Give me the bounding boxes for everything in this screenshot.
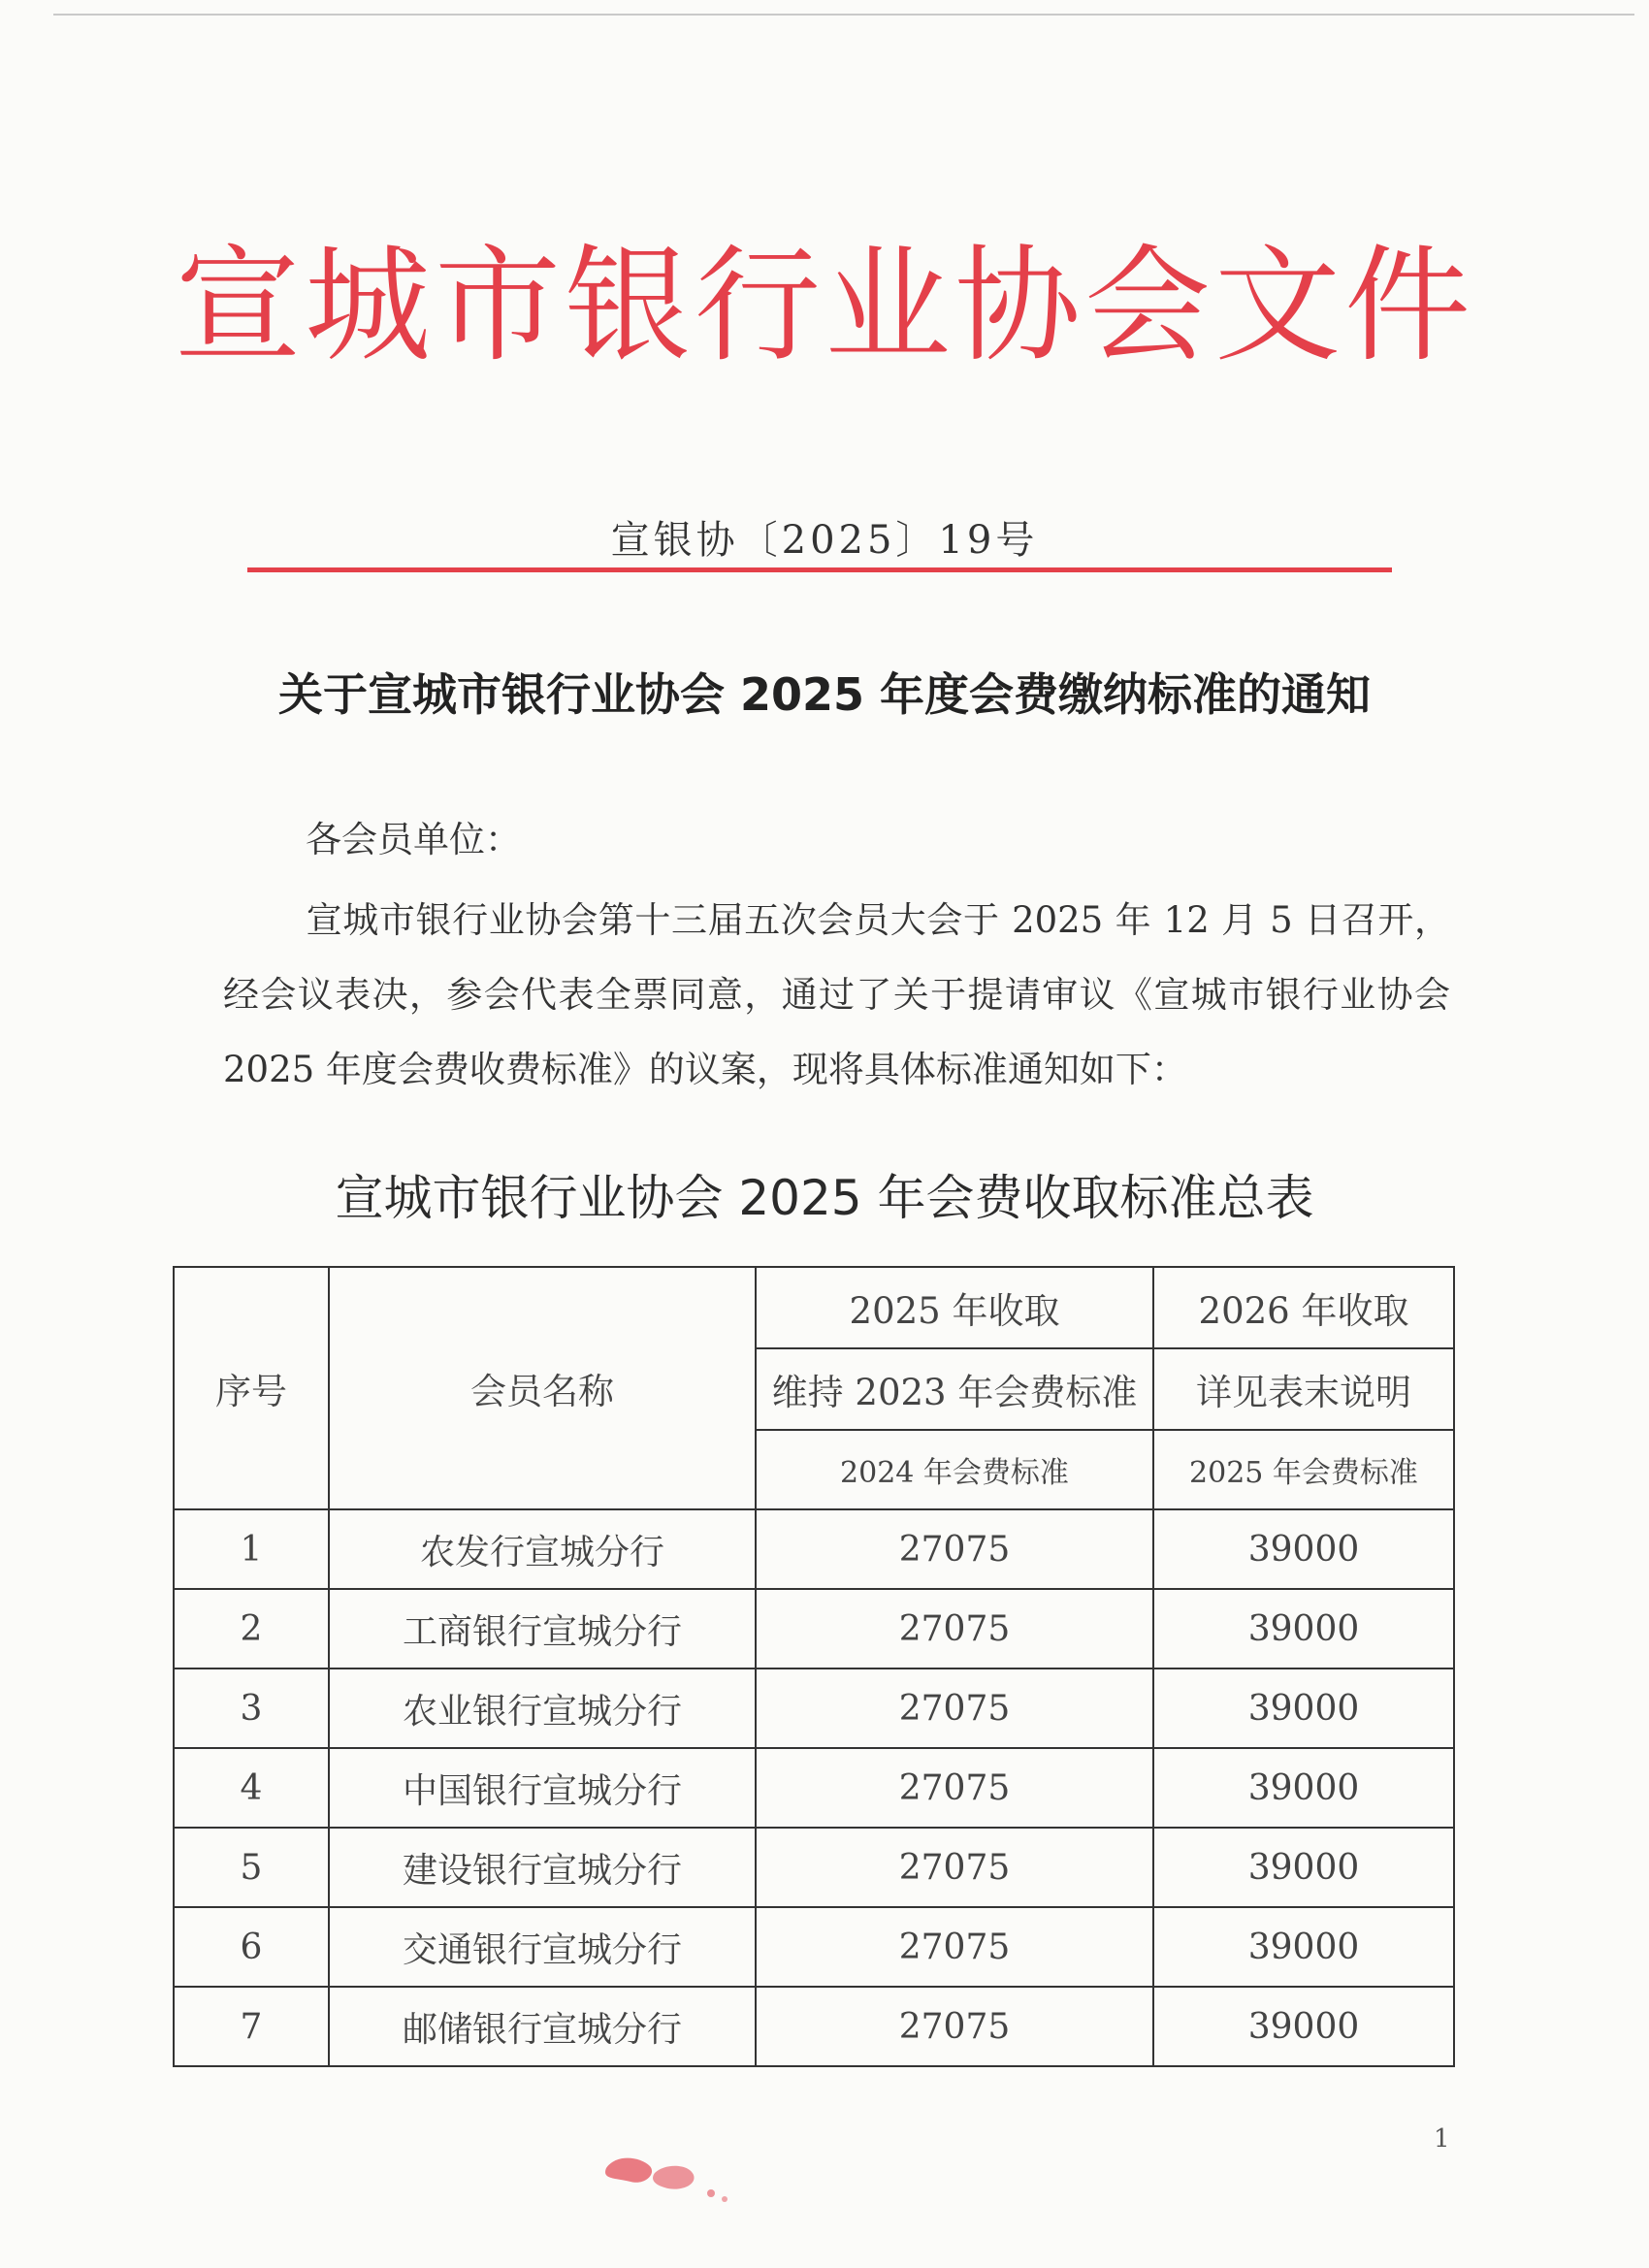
scan-edge-line: [53, 14, 1634, 16]
document-number: 宣银协〔2025〕19号: [610, 518, 1039, 563]
cell-member-name: 中国银行宣城分行: [329, 1748, 756, 1828]
cell-fee-2025: 27075: [756, 1748, 1153, 1828]
cell-fee-2025: 27075: [756, 1589, 1153, 1669]
table-row: [174, 1748, 1454, 1828]
header-seq: 序号: [174, 1267, 329, 1509]
cell-fee-2026: 39000: [1153, 1907, 1454, 1987]
table-row: [174, 1828, 1454, 1907]
red-ink-smudge: [597, 2149, 742, 2207]
cell-fee-2026: 39000: [1153, 1828, 1454, 1907]
cell-seq: 1: [174, 1509, 329, 1589]
cell-fee-2026: 39000: [1153, 1509, 1454, 1589]
cell-member-name: 邮储银行宣城分行: [329, 1987, 756, 2066]
header-2026-basis: 详见表末说明: [1153, 1348, 1454, 1430]
header-2025-basis: 维持 2023 年会费标准: [756, 1348, 1153, 1430]
cell-fee-2026: 39000: [1153, 1987, 1454, 2066]
fee-standard-table: [173, 1266, 1455, 2067]
header-2026-standard: 2025 年会费标准: [1153, 1430, 1454, 1509]
cell-seq: 7: [174, 1987, 329, 2066]
cell-member-name: 建设银行宣城分行: [329, 1828, 756, 1907]
cell-fee-2025: 27075: [756, 1987, 1153, 2066]
cell-seq: 6: [174, 1907, 329, 1987]
notice-body: [223, 883, 1450, 1107]
cell-member-name: 农业银行宣城分行: [329, 1669, 756, 1748]
cell-seq: 4: [174, 1748, 329, 1828]
cell-member-name: 工商银行宣城分行: [329, 1589, 756, 1669]
red-divider-rule: [247, 567, 1392, 572]
header-2026-collect: 2026 年收取: [1153, 1267, 1454, 1348]
cell-seq: 2: [174, 1589, 329, 1669]
page-number: 1: [1434, 2124, 1450, 2154]
cell-member-name: 交通银行宣城分行: [329, 1907, 756, 1987]
cell-fee-2025: 27075: [756, 1669, 1153, 1748]
header-2025-standard: 2024 年会费标准: [756, 1430, 1153, 1509]
table-row: [174, 1589, 1454, 1669]
header-member-name: 会员名称: [329, 1267, 756, 1509]
table-row: [174, 1669, 1454, 1748]
cell-seq: 3: [174, 1669, 329, 1748]
cell-fee-2025: 27075: [756, 1828, 1153, 1907]
document-masthead: 宣城市银行业协会文件: [174, 232, 1474, 379]
cell-seq: 5: [174, 1828, 329, 1907]
salutation: 各会员单位：: [306, 819, 521, 860]
cell-fee-2026: 39000: [1153, 1669, 1454, 1748]
table-row: [174, 1987, 1454, 2066]
cell-member-name: 农发行宣城分行: [329, 1509, 756, 1589]
notice-title: 关于宣城市银行业协会 2025 年度会费缴纳标准的通知: [277, 668, 1372, 721]
cell-fee-2025: 27075: [756, 1509, 1153, 1589]
cell-fee-2026: 39000: [1153, 1748, 1454, 1828]
table-row: [174, 1509, 1454, 1589]
table-title: 宣城市银行业协会 2025 年会费收取标准总表: [335, 1170, 1314, 1226]
header-2025-collect: 2025 年收取: [756, 1267, 1153, 1348]
table-row: [174, 1907, 1454, 1987]
cell-fee-2025: 27075: [756, 1907, 1153, 1987]
cell-fee-2026: 39000: [1153, 1589, 1454, 1669]
notice-body-text: 宣城市银行业协会第十三届五次会员大会于 2025 年 12 月 5 日召开，经会议表决，参会代表全票同意，通过了关于提请审议《宣城市银行业协会 2025 年度会费收费标准》的议案，现将具体标准通知如下：: [223, 899, 1450, 1090]
